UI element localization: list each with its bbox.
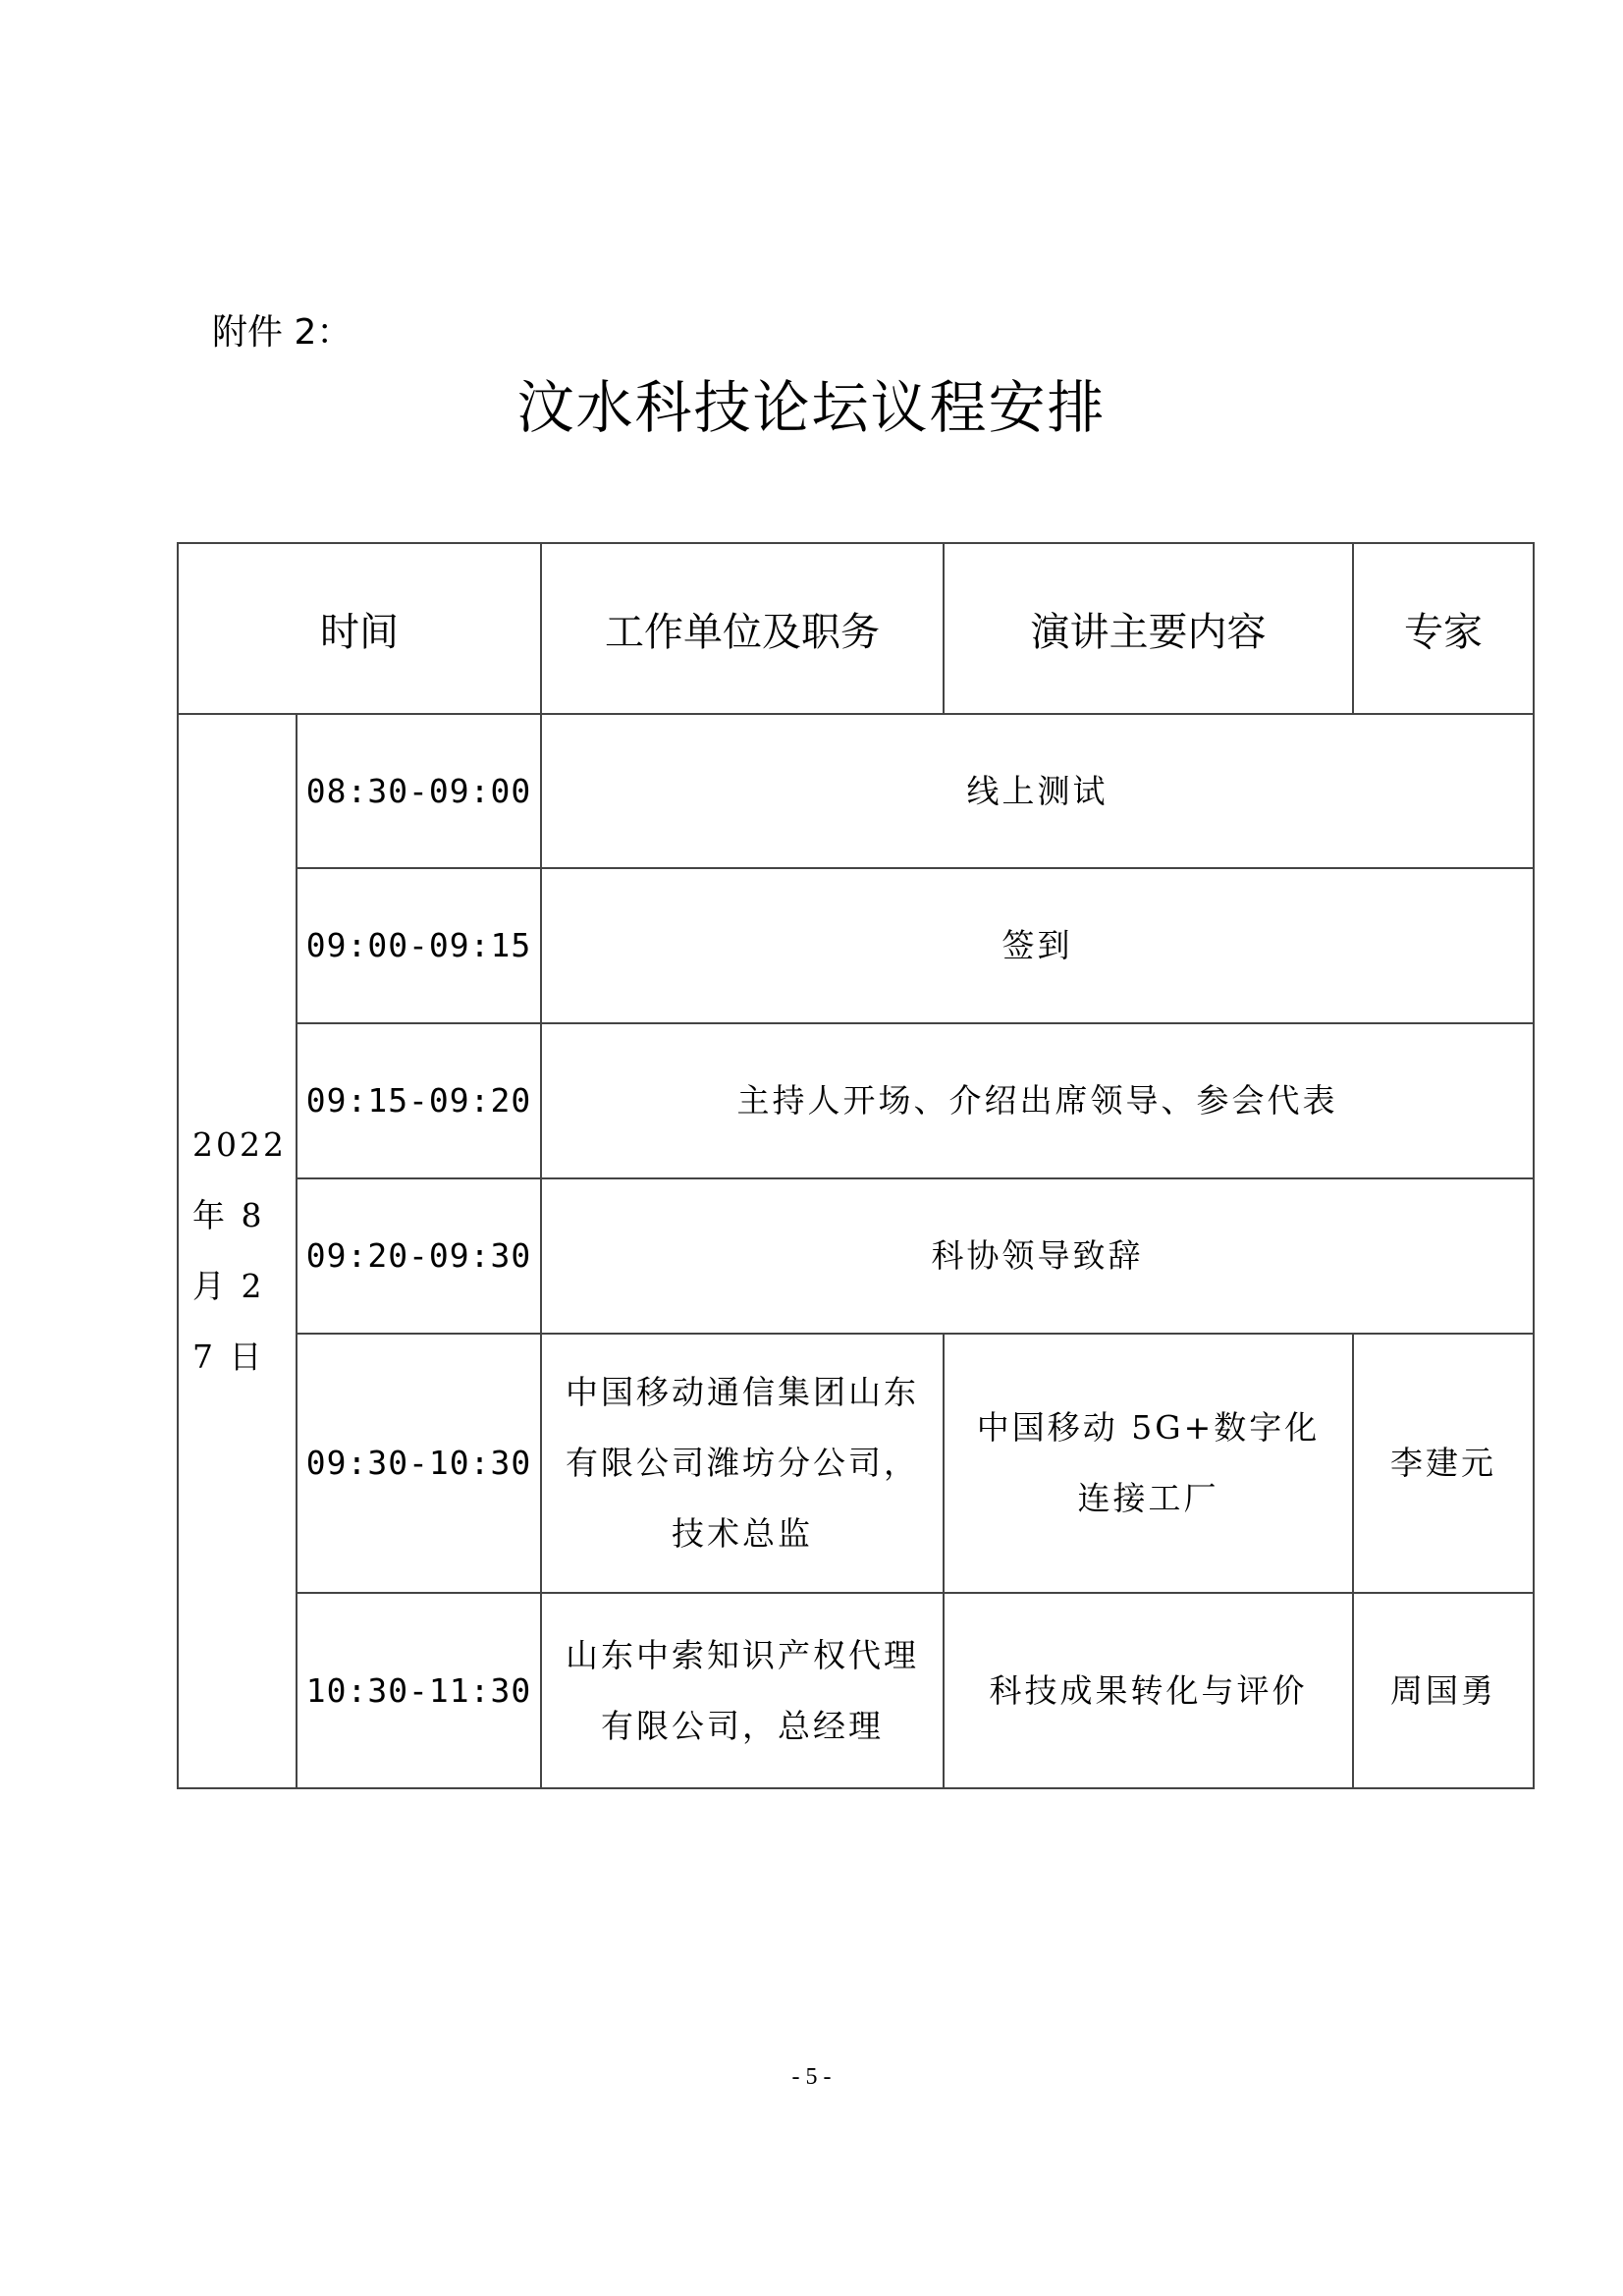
merged-cell: 线上测试: [541, 714, 1534, 868]
content-cell: 中国移动 5G+数字化连接工厂: [944, 1334, 1353, 1593]
header-expert: 专家: [1353, 543, 1534, 714]
time-cell: 09:00-09:15: [297, 868, 541, 1023]
agenda-table: [177, 542, 1535, 1789]
time-cell: 09:20-09:30: [297, 1178, 541, 1334]
page-number: - 5 -: [791, 2064, 832, 2090]
attachment-label: 附件 2：: [212, 312, 352, 353]
table-row: [178, 868, 1534, 1023]
header-time: 时间: [178, 543, 541, 714]
header-org: 工作单位及职务: [541, 543, 944, 714]
merged-cell: 主持人开场、介绍出席领导、参会代表: [541, 1023, 1534, 1178]
content-cell: 科技成果转化与评价: [944, 1593, 1353, 1788]
expert-cell: 李建元: [1353, 1334, 1534, 1593]
time-cell: 09:15-09:20: [297, 1023, 541, 1178]
merged-cell: 签到: [541, 868, 1534, 1023]
header-content: 演讲主要内容: [944, 543, 1353, 714]
expert-cell: 周国勇: [1353, 1593, 1534, 1788]
time-cell: 08:30-09:00: [297, 714, 541, 868]
merged-cell: 科协领导致辞: [541, 1178, 1534, 1334]
time-cell: 10:30-11:30: [297, 1593, 541, 1788]
time-cell: 09:30-10:30: [297, 1334, 541, 1593]
table-row: [178, 1023, 1534, 1178]
table-row: [178, 1178, 1534, 1334]
page-title: 汶水科技论坛议程安排: [516, 374, 1107, 441]
header-row: [178, 543, 1534, 714]
table-row: [178, 714, 1534, 868]
date-cell: 2022 年 8 月 27 日: [178, 714, 297, 1788]
table-row: [178, 1334, 1534, 1593]
table-row: [178, 1593, 1534, 1788]
org-cell: 中国移动通信集团山东有限公司潍坊分公司，技术总监: [541, 1334, 944, 1593]
org-cell: 山东中索知识产权代理有限公司，总经理: [541, 1593, 944, 1788]
